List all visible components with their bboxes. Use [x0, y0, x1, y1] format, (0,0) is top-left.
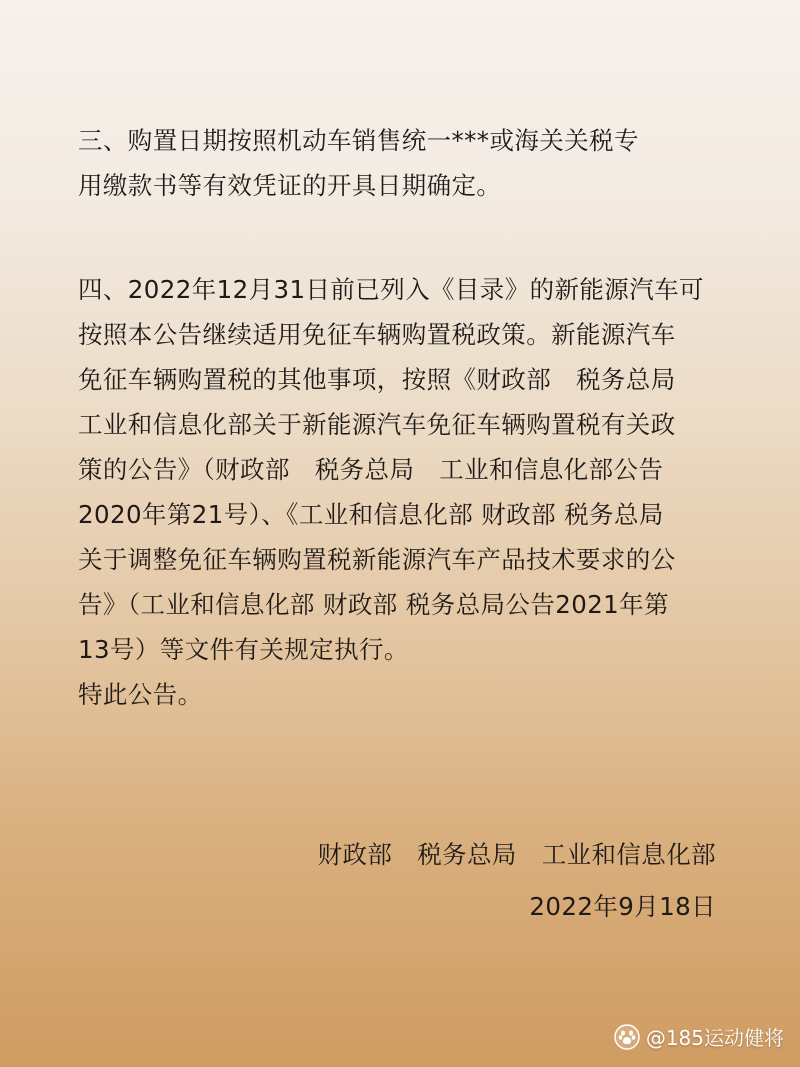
text-line: 13号）等文件有关规定执行。 [78, 635, 409, 664]
announcement-body [78, 118, 728, 717]
text-line: 策的公告》（财政部 税务总局 工业和信息化部公告 [78, 455, 664, 484]
watermark-text: @185运动健将 [645, 1026, 784, 1050]
text-line: 用缴款书等有效凭证的开具日期确定。 [78, 171, 502, 200]
text-line: 工业和信息化部关于新能源汽车免征车辆购置税有关政 [78, 410, 676, 439]
closing-line [78, 672, 728, 717]
paragraph-3 [78, 118, 728, 208]
issue-date: 2022年9月18日 [529, 892, 716, 921]
text-line: 按照本公告继续适用免征车辆购置税政策。新能源汽车 [78, 320, 676, 349]
signature-block [318, 832, 716, 929]
paw-icon [614, 1024, 640, 1050]
paragraph-4 [78, 267, 728, 672]
text-line: 关于调整免征车辆购置税新能源汽车产品技术要求的公 [78, 545, 676, 574]
issuing-authorities: 财政部 税务总局 工业和信息化部 [317, 840, 716, 869]
text-line: 四、2022年12月31日前已列入《目录》的新能源汽车可 [78, 275, 704, 304]
text-line: 免征车辆购置税的其他事项，按照《财政部 税务总局 [78, 365, 676, 394]
watermark [614, 1022, 784, 1051]
text-line: 告》（工业和信息化部 财政部 税务总局公告2021年第 [78, 590, 669, 619]
text-line: 2020年第21号）、《工业和信息化部 财政部 税务总局 [78, 500, 664, 529]
text-line: 三、购置日期按照机动车销售统一***或海关关税专 [78, 126, 639, 155]
text-line: 特此公告。 [78, 680, 203, 709]
